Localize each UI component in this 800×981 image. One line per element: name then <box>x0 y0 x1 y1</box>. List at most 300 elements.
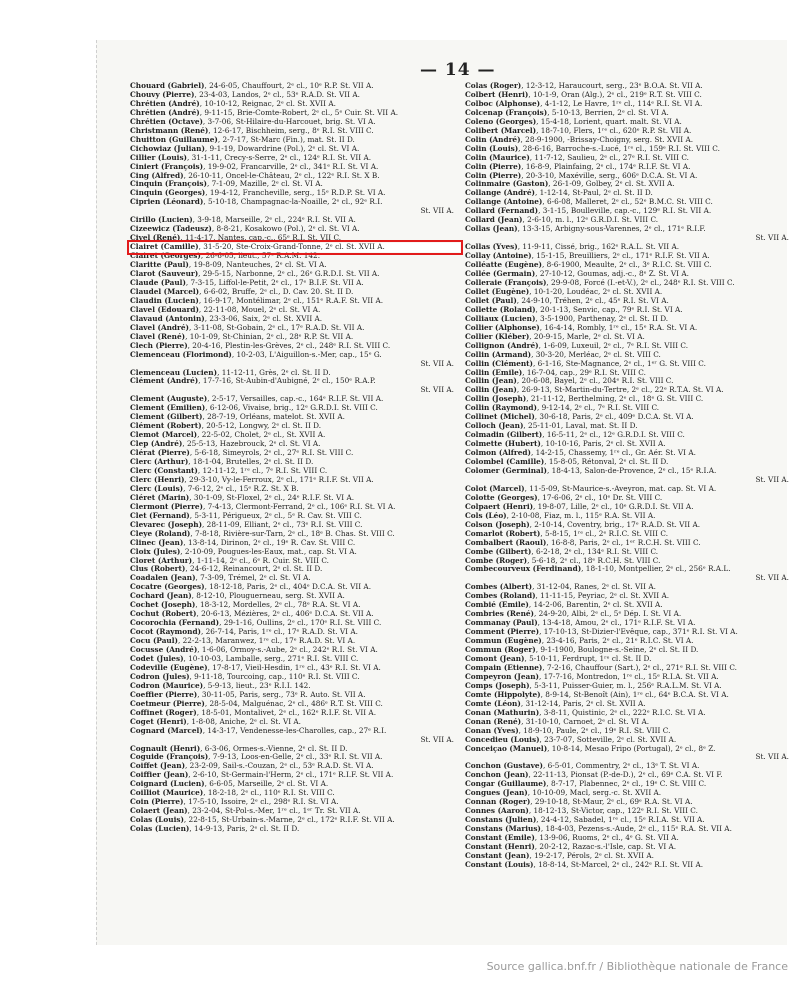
register-entry <box>465 315 795 324</box>
entry-name: Coetmeur (Pierre) <box>130 699 205 708</box>
entry-details: , 2-7-17, St-Marc (Fin.), mat. St. II D. <box>217 135 355 144</box>
entry-name: Comps (Joseph) <box>465 681 530 690</box>
register-entry <box>465 261 795 270</box>
entry-details: , 30-1-09, St-Floxel, 2ᵉ cl., 24ᵉ R.I.F. St. VI A. <box>189 493 355 502</box>
register-entry <box>465 709 795 718</box>
entry-name: Coadalen (Jean) <box>130 574 196 583</box>
entry-name: Clerc (Louis) <box>130 484 184 493</box>
register-entry <box>465 780 795 789</box>
register-entry <box>130 198 460 207</box>
entry-details: , 18-12-18, Paris, 2ᵉ cl., 404ᵉ D.C.A. St. VII A. <box>204 583 372 592</box>
register-entry <box>465 136 795 145</box>
entry-name: Clemenceau (Florimond) <box>130 350 232 359</box>
entry-details: , 9-11-15, Brie-Comte-Robert, 2ᵉ cl., 5ᵉ Cuir. St. VII A. <box>199 108 399 117</box>
entry-name: Chrétien (André) <box>130 99 200 108</box>
entry-details: , 10-1-09, St-Chinian, 2ᵉ cl., 28ᵉ R.P. St. VII A. <box>185 332 354 341</box>
entry-name: Coeffier (Pierre) <box>130 690 198 699</box>
entry-name: Colpaert (Henri) <box>465 502 534 511</box>
register-entry <box>130 476 460 485</box>
register-entry <box>130 163 460 172</box>
entry-name: Commanay (Paul) <box>465 619 538 628</box>
register-entry <box>465 637 795 646</box>
entry-name: Colotte (Georges) <box>465 493 538 502</box>
entry-details: , 24-9-20, Albi, 2ᵉ cl., 5ᵉ Dép. I. St. VI A. <box>533 610 682 619</box>
entry-details: , 7-3-09, Trémel, 2ᵉ cl. St. VI A. <box>195 574 311 583</box>
register-entry <box>130 234 460 243</box>
register-entry <box>130 458 460 467</box>
entry-details: , 7-4-13, Clermont-Ferrand, 2ᵉ cl., 106ᵉ R.I. St. VI A. <box>203 502 396 511</box>
entry-name: Clerc (Henri) <box>130 475 185 484</box>
entry-details: , 2-6-10, m. l., 12ᵉ G.R.D.I. St. VIII C. <box>522 216 659 225</box>
register-entry <box>465 297 795 306</box>
entry-details: , 31-12-04, Ranes, 2ᵉ cl. St. VII A. <box>532 583 656 592</box>
register-entry <box>465 700 795 709</box>
entry-details: , 29-9-08, Forcé (I.-et-V.), 2ᵉ cl., 248ᵉ R.I. St. VIII C. <box>546 278 735 287</box>
entry-name: Colin (André) <box>465 135 521 144</box>
entry-name: Collet (Eugène) <box>465 287 530 296</box>
register-entry <box>130 172 460 181</box>
register-entry <box>130 189 460 198</box>
register-entry <box>130 691 460 700</box>
entry-details: , 31-10-10, Carnoet, 2ᵉ cl. St. VI A. <box>521 717 650 726</box>
register-entry <box>130 494 460 503</box>
entry-details: , 14-2-15, Chassemy, 1ʳᵉ cl., Gr. Aér. St. VI A. <box>530 449 696 458</box>
entry-name: Coignard (Lucien) <box>130 780 205 789</box>
entry-details: , 10-10-12, Reignac, 2ᵉ cl. St. XVII A. <box>199 99 336 108</box>
entry-name: Clevarec (Joseph) <box>130 520 203 529</box>
entry-name: Comte (Hippolyte) <box>465 690 541 699</box>
entry-details: , 25-5-13, Hazebrouck, 2ᵉ cl. St. VI A. <box>182 440 321 449</box>
entry-name: Congues (Jean) <box>465 789 528 798</box>
register-entry <box>130 180 460 189</box>
register-entry <box>130 646 460 655</box>
entry-details: , 3-1-15, Boulleville, cap.-c., 129ᵉ R.I. St. VII A. <box>538 207 712 216</box>
entry-details: , 17-6-06, 2ᵉ cl., 10ᵉ Dr. St. VIII C. <box>537 493 663 502</box>
entry-details: , 1-12-14, St-Paul, 2ᵉ cl. St. II D. <box>535 189 653 198</box>
register-entry <box>465 422 795 431</box>
source-footer: Source gallica.bnf.fr / Bibliothèque nationale de France <box>486 960 788 973</box>
register-entry <box>130 369 460 378</box>
entry-name: Clement (Gilbert) <box>130 413 203 422</box>
entry-details: , 14-2-06, Barentin, 2ᵉ cl. St. XVII A. <box>528 601 663 610</box>
entry-name: Claritte (Paul) <box>130 261 189 270</box>
register-entry <box>130 127 460 136</box>
entry-details: , 24-6-12, Reinancourt, 2ᵉ cl. St. II D. <box>185 565 323 574</box>
register-entry <box>130 216 460 225</box>
entry-name: Collée (Germain) <box>465 270 536 279</box>
register-entry <box>465 395 795 404</box>
register-entry <box>465 109 795 118</box>
entry-details: , 9-1-1900, Boulogne-s.-Seine, 2ᵉ cl. St. II D. <box>535 646 699 655</box>
entry-details: , 9-1-19, Dowardrine (Pol.), 2ᵉ cl. St. VI A. <box>204 144 360 153</box>
entry-name: Colmadin (Gilbert) <box>465 431 543 440</box>
entry-name: Clavel (René) <box>130 332 186 341</box>
entry-name: Congar (Guillaume) <box>465 780 547 789</box>
register-entry <box>130 351 460 360</box>
entry-details: , 8-7-17, Plabennec, 2ᵉ cl., 19ᵉ C. St. VIII C. <box>546 780 707 789</box>
entry-name: Codron (Jules) <box>130 672 190 681</box>
register-entry <box>130 324 460 333</box>
entry-details: , 6-1-16, Ste-Magnance, 2ᵉ cl., 1ᵉʳ G. St. VIII C. <box>533 359 706 368</box>
entry-continuation <box>130 386 460 395</box>
entry-name: Collin (Joseph) <box>465 395 527 404</box>
register-entry <box>465 324 795 333</box>
entry-details: St. VII A. <box>420 735 454 744</box>
entry-name: Clet (Fernand) <box>130 511 190 520</box>
entry-details: , 17-5-10, Issoire, 2ᵉ cl., 298ᵉ R.I. St. VI A. <box>183 798 339 807</box>
register-entry <box>130 485 460 494</box>
entry-details: , 30-11-05, Paris, serg., 73ᵉ R. Auto. St. VII A. <box>197 690 366 699</box>
entry-name: Colombel (Camille) <box>465 458 545 467</box>
entry-details: , 7-6-12, 2ᵉ cl., 15ᵉ R.Z. St. X B. <box>183 484 299 493</box>
register-entry <box>465 82 795 91</box>
entry-name: Constans (Julien) <box>465 816 537 825</box>
entry-name: Collin (Clément) <box>465 359 534 368</box>
register-entry <box>130 807 460 816</box>
register-entry <box>465 718 795 727</box>
entry-name: Clarot (Sauveur) <box>130 270 199 279</box>
register-entry <box>465 503 795 512</box>
entry-details: , 8-12-10, Plouguerneau, serg. St. XVII A. <box>191 592 345 601</box>
entry-name: Clément (Robert) <box>130 422 202 431</box>
register-entry <box>465 610 795 619</box>
entry-name: Conan (Yves) <box>465 726 519 735</box>
entry-name: Colibert (Marcel) <box>465 126 537 135</box>
register-entry <box>130 709 460 718</box>
entry-details: , 16-9-17, Montélimar, 2ᵉ cl., 151ᵉ R.A.F. St. VII A. <box>198 296 384 305</box>
entry-details: , 2-5-17, Versailles, cap.-c., 164ᵉ R.I.F. St. VII A. <box>207 395 384 404</box>
entry-name: Cinquin (Georges) <box>130 189 206 198</box>
entry-name: Collignon (André) <box>465 341 539 350</box>
entry-details: , 14-9-13, Paris, 2ᵉ cl. St. II D. <box>189 825 300 834</box>
entry-details: , 5-3-11, Périgueux, 2ᵉ cl., 5ᵉ R. Cav. St. VIII C. <box>189 511 362 520</box>
entry-details: , 20-4-16, Plestin-les-Grèves, 2ᵉ cl., 248ᵉ R.I. St. VIII C. <box>187 341 391 350</box>
register-entry <box>465 628 795 637</box>
register-entry <box>465 592 795 601</box>
entry-name: Conceiçao (Manuel) <box>465 744 548 753</box>
entry-details: , 23-3-06, Saix, 2ᵉ cl. St. XVII A. <box>204 314 323 323</box>
entry-name: Cichowiaz (Julian) <box>130 144 205 153</box>
entry-name: Collinet (Michel) <box>465 413 535 422</box>
entry-details: , 13-4-18, Amou, 2ᵉ cl., 171ᵉ R.I.F. St. VI A. <box>537 619 696 628</box>
register-entry <box>130 279 460 288</box>
entry-name: Cocatre (Georges) <box>130 583 205 592</box>
entry-name: Colbert (Henri) <box>465 90 529 99</box>
entry-details: , 2-10-09, Pougues-les-Eaux, mat., cap. St. VI A. <box>180 547 357 556</box>
entry-details: , 2-10-14, Coventry, brig., 17ᵉ R.A.D. St. VII A. <box>529 520 701 529</box>
entry-name: Clinec (Jean) <box>130 538 184 547</box>
entry-details: , 31-1-11, Crecy-s-Serre, 2ᵉ cl., 124ᵉ R.I. St. VII A. <box>187 153 372 162</box>
entry-name: Coget (Henri) <box>130 717 187 726</box>
register-entry <box>465 852 795 861</box>
entry-name: Commun (Eugène) <box>465 637 542 646</box>
entry-details: , 6-2-18, 2ᵉ cl., 134ᵉ R.I. St. VIII C. <box>531 547 659 556</box>
entry-name: Clavel (André) <box>130 323 189 332</box>
register-entry <box>465 655 795 664</box>
entry-name: Cinquin (François) <box>130 180 207 189</box>
entry-name: Comte (Léon) <box>465 699 521 708</box>
entry-name: Coin (Pierre) <box>130 798 184 807</box>
entry-name: Chrétien (André) <box>130 108 200 117</box>
register-entry <box>465 539 795 548</box>
register-entry <box>465 673 795 682</box>
entry-name: Combes (Albert) <box>465 583 533 592</box>
entry-name: Colaert (Jean) <box>130 807 188 816</box>
register-entry <box>130 762 460 771</box>
entry-details: , 29-5-15, Narbonne, 2ᵉ cl., 26ᵉ G.R.D.I. St. VII A. <box>198 270 380 279</box>
register-entry <box>130 91 460 100</box>
register-entry <box>465 306 795 315</box>
register-entry <box>130 592 460 601</box>
entry-continuation <box>465 476 795 485</box>
entry-details: , 29-3-10, Vy-le-Ferroux, 2ᵉ cl., 171ᵉ R.I.F. St. VII A. <box>184 475 374 484</box>
entry-name: Colinmaire (Gaston) <box>465 180 549 189</box>
entry-details: , 13-8-14, Dirinon, 2ᵉ cl., 19ᵉ R. Cav. St. VIII C. <box>183 538 356 547</box>
entry-name: Cillier (Louis) <box>130 153 188 162</box>
entry-name: Clermont (Pierre) <box>130 502 204 511</box>
register-entry <box>465 333 795 342</box>
entry-name: Cognard (Marcel) <box>130 726 203 735</box>
register-entry <box>465 118 795 127</box>
entry-details: , 23-4-16, Paris, 2ᵉ cl., 21ᵉ R.I.C. St. VI A. <box>541 637 694 646</box>
entry-name: Conan (Mathurin) <box>465 708 540 717</box>
entry-details: , 15-4-18, Lorient, quart. malt. St. VI A. <box>536 117 682 126</box>
register-entry <box>130 440 460 449</box>
entry-details: , 5-6-18, 2ᵉ cl., 18ᵉ R.C.H. St. VIII C. <box>527 556 661 565</box>
entry-details: , 1-6-09, Luxeuil, 2ᵉ cl., 7ᵉ R.I. St. VIII C. <box>538 341 689 350</box>
register-entry <box>465 512 795 521</box>
entry-name: Colas (Lucien) <box>130 825 190 834</box>
entry-name: Conan (René) <box>465 717 522 726</box>
entry-name: Colléatte (Eugène) <box>465 261 542 270</box>
register-entry <box>465 745 795 754</box>
entry-details: , 5-3-11, Puisser-Guier, m. l., 256ᵉ R.A.L.M. St. VI A. <box>529 681 722 690</box>
register-entry <box>465 225 795 234</box>
entry-name: Collin (Raymond) <box>465 404 537 413</box>
entry-name: Ciprien (Léonard) <box>130 198 204 207</box>
entry-details: St. VII A. <box>755 574 789 583</box>
entry-details: , 11-5-09, St-Maurice-s.-Aveyron, mat. cap. St. VI A. <box>524 484 717 493</box>
register-entry <box>465 530 795 539</box>
entry-details: , 22-2-13, Maranwez, 1ʳᵉ cl., 17ᵉ R.A.D. St. VI A. <box>177 637 356 646</box>
entry-details: , 8-8-21, Kosakowo (Pol.), 2ᵉ cl. St. VI A. <box>211 225 360 234</box>
register-entry <box>130 100 460 109</box>
entry-details: St. VII A. <box>420 207 454 216</box>
entry-details: , 5-6-18, Simeyrols, 2ᵉ cl., 27ᵉ R.I. St. VIII C. <box>189 449 354 458</box>
register-entry <box>465 682 795 691</box>
entry-name: Compain (Etienne) <box>465 663 543 672</box>
register-entry <box>130 225 460 234</box>
register-entry <box>130 601 460 610</box>
entry-name: Collette (Roland) <box>465 305 536 314</box>
entry-details: , 10-10-16, Paris, 2ᵉ cl. St. XVII A. <box>540 440 666 449</box>
entry-details: , 10-1-9, Oran (Alg.), 2ᵉ cl., 219ᵉ R.T. St. VIII C. <box>528 90 702 99</box>
entry-details: , 4-1-12, Le Havre, 1ʳᵉ cl., 114ᵉ R.I. St. VI A. <box>540 99 703 108</box>
register-entry <box>465 664 795 673</box>
register-entry <box>465 342 795 351</box>
register-entry <box>130 637 460 646</box>
entry-name: Cols (Léo) <box>465 511 507 520</box>
right-column <box>465 82 795 870</box>
register-entry <box>130 306 460 315</box>
entry-name: Connes (Aaron) <box>465 807 529 816</box>
register-entry <box>130 825 460 834</box>
entry-details: , 13-3-15, Arbigny-sous-Varennes, 2ᵉ cl., 171ᵉ R.I.F. <box>517 225 706 234</box>
entry-details: , 13-9-06, Ruoms, 2ᵉ cl., 4ᵉ G. St. VII A. <box>534 834 679 843</box>
register-entry <box>130 404 460 413</box>
register-entry <box>130 512 460 521</box>
register-entry <box>130 270 460 279</box>
entry-details: , 16-5-11, 2ᵉ cl., 12ᵉ G.R.D.I. St. VIII C. <box>542 431 685 440</box>
entry-details: , 11-7-12, Saulieu, 2ᵉ cl., 27ᵉ R.I. St. VIII C. <box>529 153 689 162</box>
entry-details: , 11-11-15, Peyriac, 2ᵉ cl. St. XVII A. <box>535 592 670 601</box>
register-entry <box>130 789 460 798</box>
entry-name: Civel (René) <box>130 234 181 243</box>
entry-name: Clavaud (Antonin) <box>130 314 205 323</box>
register-entry <box>465 431 795 440</box>
entry-name: Colson (Joseph) <box>465 520 530 529</box>
register-entry <box>465 816 795 825</box>
entry-details: St. VII A. <box>420 359 454 368</box>
entry-details: , 12-11-12, 1ʳᵉ cl., 7ᵉ R.I. St. VIII C. <box>197 466 328 475</box>
register-entry <box>130 745 460 754</box>
entry-details: , 29-10-18, St-Maur, 2ᵉ cl., 69ᵉ R.A. St. VI A. <box>530 798 693 807</box>
entry-name: Colboc (Alphonse) <box>465 99 541 108</box>
entry-name: Constant (Jean) <box>465 851 530 860</box>
entry-details: , 30-6-18, Paris, 2ᵉ cl., 409ᵉ D.C.A. St. VI A. <box>534 413 694 422</box>
entry-details: , 3-8-11, Quistinic, 2ᵉ cl., 222ᵉ R.I.C. St. VI A. <box>539 708 706 717</box>
register-entry <box>465 386 795 395</box>
register-entry <box>130 521 460 530</box>
entry-details: , 17-7-16, St-Aubin-d'Aubigné, 2ᵉ cl., 150ᵉ R.A.P. <box>198 377 376 386</box>
entry-name: Codeville (Eugène) <box>130 663 208 672</box>
entry-name: Combecourveux (Ferdinand) <box>465 565 582 574</box>
entry-details: , 24-4-12, Sabadel, 1ʳᵉ cl., 15ᵉ R.I.A. St. VII A. <box>536 816 705 825</box>
entry-details: , 26-1-09, Golbey, 2ᵉ cl. St. XVII A. <box>548 180 675 189</box>
entry-details: , 9-11-18, Tourcoing, cap., 110ᵉ R.I. St. VIII C. <box>189 672 360 681</box>
entry-details: , 28-9-1900, -Brissay-Choigny, serg. St. XVII A. <box>520 135 694 144</box>
register-entry <box>465 736 795 745</box>
register-entry <box>465 189 795 198</box>
entry-name: Cloix (Jules) <box>130 547 181 556</box>
register-entry <box>130 118 460 127</box>
entry-details: , 20-2-12, Razac-s.-l'Isle, cap. St. VI A. <box>534 843 677 852</box>
entry-name: Colin (Maurice) <box>465 153 530 162</box>
entry-name: Collange (André) <box>465 189 535 198</box>
register-entry <box>130 753 460 762</box>
register-entry <box>130 395 460 404</box>
entry-details: , 26-10-11, Oncel-le-Château, 2ᵉ cl., 122ᵉ R.I. St. X B. <box>183 171 380 180</box>
entry-details: , 7-2-16, Chauffour (Sart.), 2ᵉ cl., 271ᵉ R.I. St. VIII C. <box>542 663 737 672</box>
entry-name: Cocusse (André) <box>130 646 198 655</box>
entry-name: Clemot (Marcel) <box>130 431 198 440</box>
register-entry <box>130 82 460 91</box>
register-entry <box>465 825 795 834</box>
entry-name: Coguide (François) <box>130 753 209 762</box>
entry-name: Cocorochia (Fernand) <box>130 619 220 628</box>
register-entry <box>465 762 795 771</box>
entry-name: Collin (Armand) <box>465 350 532 359</box>
entry-name: Cirillo (Lucien) <box>130 216 193 225</box>
entry-details: , 28-11-09, Elliant, 2ᵉ cl., 73ᵉ R.I. St. VIII C. <box>202 520 363 529</box>
register-entry <box>130 413 460 422</box>
entry-name: Constant (Emile) <box>465 834 535 843</box>
entry-details: St. VII A. <box>420 386 454 395</box>
register-entry <box>130 288 460 297</box>
register-entry <box>130 342 460 351</box>
register-entry <box>465 360 795 369</box>
entry-name: Combries (René) <box>465 610 534 619</box>
register-entry <box>465 270 795 279</box>
register-entry <box>465 583 795 592</box>
entry-details: , 17-8-17, Vieil-Hesdin, 1ʳᵉ cl., 43ᵉ R.I. St. VI A. <box>207 663 381 672</box>
register-entry <box>465 789 795 798</box>
page-number: — 14 — <box>420 60 496 80</box>
entry-name: Comont (Jean) <box>465 655 525 663</box>
entry-name: Clus (Robert) <box>130 565 186 574</box>
register-entry <box>465 458 795 467</box>
entry-name: Combes (Roland) <box>465 592 536 601</box>
register-entry <box>130 503 460 512</box>
entry-details: , 20-1-13, Senvic, cap., 79ᵉ R.I. St. VI A. <box>535 305 683 314</box>
entry-details: , 20-6-13, Mézières, 2ᵉ cl., 406ᵉ D.C.A. St. VII A. <box>196 610 374 619</box>
entry-name: Clérat (Pierre) <box>130 449 190 458</box>
register-entry <box>130 136 460 145</box>
entry-details: , 5-10-11, Ferdrupt, 1ʳᵉ cl. St. II D. <box>524 655 652 663</box>
entry-details: St. VII A. <box>755 475 789 484</box>
entry-details: , 16-7-04, cap., 29ᵉ R.I. St. VIII C. <box>522 368 646 377</box>
entry-details: , 23-2-04, St-Pol-s.-Mer, 1ʳᵉ cl., 1ᵉʳ Tr. St. VII A. <box>187 807 361 816</box>
register-entry <box>130 780 460 789</box>
entry-details: , 11-12-11, Grès, 2ᵉ cl. St. II D. <box>217 368 331 377</box>
register-entry <box>130 539 460 548</box>
entry-name: Coilliot (Maurice) <box>130 789 204 798</box>
entry-name: Commun (Roger) <box>465 646 536 655</box>
entry-details: , 15-8-05, Rétonval, 2ᵉ cl. St. II D. <box>544 458 669 467</box>
entry-continuation <box>465 574 795 583</box>
register-entry <box>130 548 460 557</box>
entry-details: , 16-4-14, Rombly, 1ʳᵉ cl., 15ᵉ R.A. St. VI A. <box>539 323 698 332</box>
entry-name: Comment (Pierre) <box>465 628 540 637</box>
entry-details: , 7-1-09, Mazille, 2ᵉ cl. St. VI A. <box>206 180 323 189</box>
entry-details: , 6-6-05, Marseille, 2ᵉ cl. St. VI A. <box>204 780 329 789</box>
entry-details: , 8-9-14, St-Benoît (Ain), 1ʳᵉ cl., 64ᵉ B.C.A. St. VI A. <box>540 690 729 699</box>
entry-details: St. VII A. <box>755 753 789 762</box>
entry-details: , 6-3-06, Ormes-s.-Vienne, 2ᵉ cl. St. II D. <box>200 744 348 753</box>
entry-details: , 12-3-12, Haraucourt, serg., 23ᵉ B.O.A. St. VII A. <box>521 82 703 90</box>
entry-details: , 3-11-08, St-Gobain, 2ᵉ cl., 17ᵉ R.A.D. St. VII A. <box>188 323 365 332</box>
entry-name: Clep (André) <box>130 440 183 449</box>
register-entry <box>465 154 795 163</box>
entry-details: , 1-6-06, Ormoy-s.-Aube, 2ᵉ cl., 242ᵉ R.I. St. VI A. <box>197 646 378 655</box>
entry-name: Cochet (Joseph) <box>130 601 196 610</box>
register-entry <box>130 673 460 682</box>
entry-details: , 18-2-18, 2ᵉ cl., 110ᵉ R.I. St. VIII C. <box>203 789 335 798</box>
entry-details: , 19-8-07, Lille, 2ᵉ cl., 10ᵉ G.R.D.I. St. VII A. <box>533 502 694 511</box>
entry-name: Colomer (Germinal) <box>465 466 547 475</box>
entry-name: Cocu (Paul) <box>130 637 178 646</box>
entry-details: , 5-10-13, Berrien, 2ᵉ cl. St. VI A. <box>547 108 669 117</box>
register-entry <box>130 727 460 736</box>
entry-details: , 1-11-14, 2ᵉ cl., 6ᵉ R. Cuir. St. VIII C. <box>192 556 329 565</box>
entry-name: Conchon (Gustave) <box>465 762 543 771</box>
register-entry <box>130 261 460 270</box>
register-entry <box>130 557 460 566</box>
entry-continuation <box>130 736 460 745</box>
register-entry <box>465 565 795 574</box>
register-entry <box>130 583 460 592</box>
entry-name: Colin (Pierre) <box>465 162 522 171</box>
